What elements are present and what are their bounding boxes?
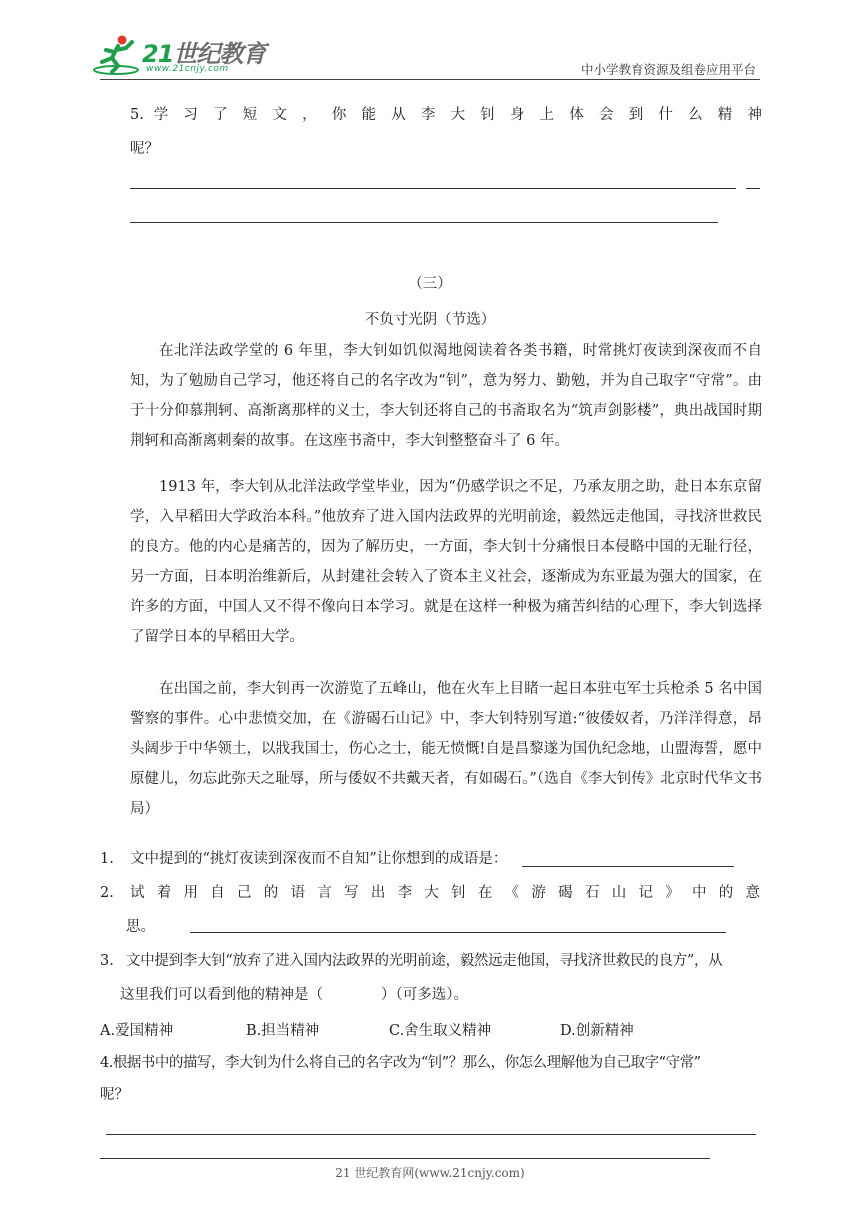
q2-text-line2: 思。 bbox=[126, 919, 155, 935]
logo-chinese: 世纪教育 bbox=[173, 40, 266, 68]
article-paragraph-1: 在北洋法政学堂的 6 年里，李大钊如饥似渴地阅读着各类书籍，时常挑灯夜读到深夜而不自知，为了勉励自己学习，他还将自己的名字改为“钊”，意为努力、勤勉，并为自己取字“守常”。由于十分仰慕荆轲、高渐离那样的义士，李大钊还将自己的书斋取名为“筑声剑影楼”，典出战国时期荆轲和高渐离刺秦的故事。在这座书斋中，李大钊整整奋斗了 6 年。 bbox=[130, 343, 762, 449]
q1-text: 文中提到的“挑灯夜读到深夜而不自知”让你想到的成语是： bbox=[130, 851, 508, 867]
option-c[interactable]: C.舍生取义精神 bbox=[389, 1023, 492, 1039]
logo-number: 21 bbox=[142, 40, 174, 68]
site-logo[interactable] bbox=[92, 32, 292, 82]
q2-text-line1: 试 着 用 自 己 的 语 言 写 出 李 大 钊 在 《 游 碣 石 山 记 》 中 的 意 bbox=[130, 885, 760, 901]
header-divider bbox=[100, 79, 760, 80]
page-footer: 21 世纪教育网(www.21cnjy.com) bbox=[335, 1166, 525, 1180]
option-a[interactable]: A.爱国精神 bbox=[100, 1023, 174, 1039]
article-paragraph-3: 在出国之前，李大钊再一次游览了五峰山，他在火车上目睹一起日本驻屯军士兵枪杀 5 名中国警察的事件。心中悲愤交加，在《游碣石山记》中，李大钊特别写道:“彼倭奴者，乃洋洋得意，昂头阔步于中华领土，以戕我国士，伤心之士，能无愤慨!自是昌黎遂为国仇纪念地，山盟海誓，愿中原健儿，勿忘此弥天之耻辱，所与倭奴不共戴天者，有如碣石。”（选自《李大钊传》北京时代华文书局） bbox=[130, 681, 762, 817]
q4-text-line1: 4.根据书中的描写，李大钊为什么将自己的名字改为“钊”？那么，你怎么理解他为自己取字“守常” bbox=[100, 1055, 701, 1071]
q1-number: 1. bbox=[100, 851, 114, 867]
q4-text-line2: 呢？ bbox=[100, 1087, 129, 1103]
answer-line[interactable] bbox=[746, 188, 760, 189]
section-number: （三） bbox=[408, 276, 452, 292]
page-header bbox=[0, 0, 860, 82]
q5-text-line1: 5. 学 习 了 短 文 ， 你 能 从 李 大 钊 身 上 体 会 到 什 么 精 神 bbox=[130, 107, 762, 123]
article-paragraph-2: 1913 年，李大钊从北洋法政学堂毕业，因为“仍感学识之不足，乃承友朋之助，赴日本东京留学，入早稻田大学政治本科。”他放弃了进入国内法政界的光明前途，毅然远走他国，寻找济世救民的良方。他的内心是痛苦的，因为了解历史，一方面，李大钊十分痛恨日本侵略中国的无耻行径，另一方面，日本明治维新后，从封建社会转入了资本主义社会，逐渐成为东亚最为强大的国家，在许多的方面，中国人又不得不像向日本学习。就是在这样一种极为痛苦纠结的心理下，李大钊选择了留学日本的早稻田大学。 bbox=[130, 479, 762, 645]
q2-answer-line[interactable] bbox=[190, 932, 726, 933]
logo-url: www.21cnjy.com bbox=[146, 64, 229, 74]
option-d[interactable]: D.创新精神 bbox=[560, 1023, 634, 1039]
article-title: 不负寸光阴（节选） bbox=[364, 312, 496, 328]
answer-line[interactable] bbox=[130, 188, 736, 189]
q4-answer-line[interactable] bbox=[106, 1134, 756, 1135]
q3-text-line1: 文中提到李大钊“放弃了进入国内法政界的光明前途，毅然远走他国，寻找济世救民的良方”，从 bbox=[126, 953, 723, 969]
runner-logo-icon bbox=[92, 32, 144, 78]
q4-answer-line[interactable] bbox=[100, 1158, 710, 1159]
answer-line[interactable] bbox=[130, 222, 718, 223]
option-b[interactable]: B.担当精神 bbox=[246, 1023, 320, 1039]
platform-title: 中小学教育资源及组卷应用平台 bbox=[580, 62, 756, 77]
q3-text-line2: 这里我们可以看到他的精神是（ ）（可多选）。 bbox=[120, 987, 468, 1003]
q2-number: 2. bbox=[100, 885, 114, 901]
q1-answer-line[interactable] bbox=[522, 866, 734, 867]
q5-text-line2: 呢？ bbox=[130, 141, 159, 157]
q3-number: 3. bbox=[100, 953, 114, 969]
